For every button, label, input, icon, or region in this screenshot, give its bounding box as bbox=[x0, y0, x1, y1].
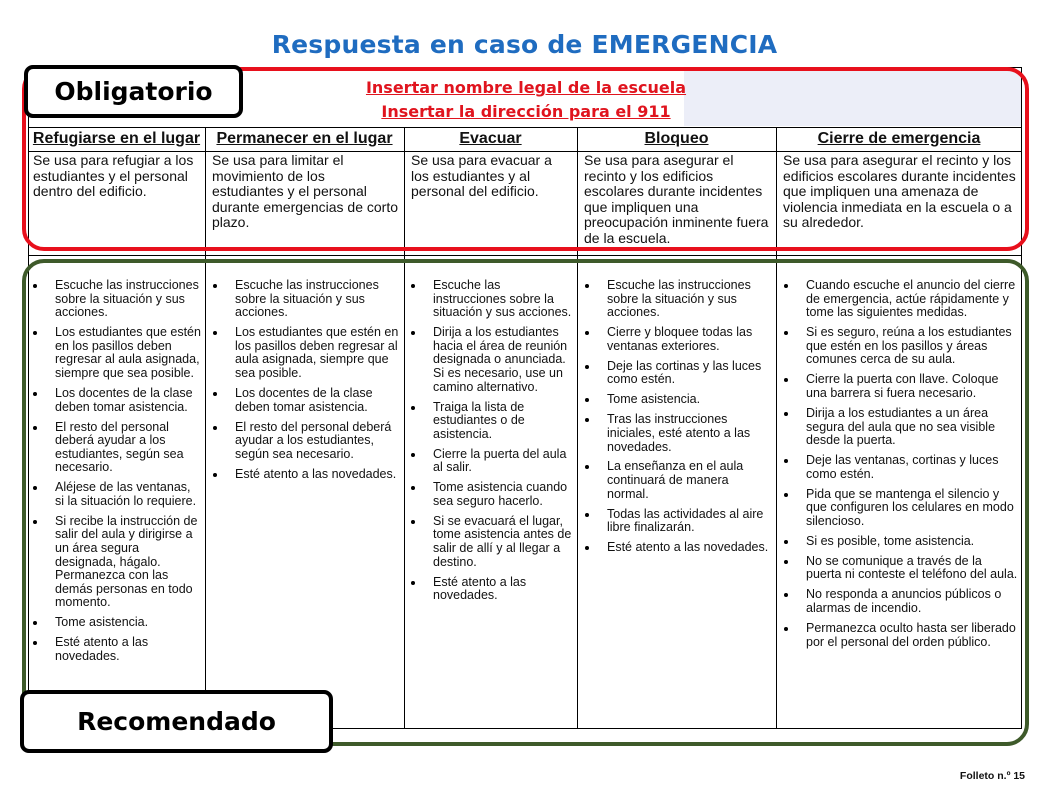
list-item: Deje las cortinas y las luces como estén. bbox=[581, 360, 771, 387]
list-item: El resto del personal deberá ayudar a los estudiantes, según sea necesario. bbox=[209, 421, 399, 462]
list-item: Tome asistencia cuando sea seguro hacerlo. bbox=[407, 481, 573, 508]
list-item: Los docentes de la clase deben tomar asistencia. bbox=[209, 387, 399, 414]
column-heading-secure: Bloqueo bbox=[644, 130, 709, 147]
list-item: Traiga la lista de estudiantes o de asistencia. bbox=[407, 401, 573, 442]
list-item: Esté atento a las novedades. bbox=[407, 576, 573, 603]
column-description-secure: Se usa para asegurar el recinto y los edificios escolares durante incidentes que impliquen una preocupación inminente fuera de la escuela. bbox=[584, 152, 769, 246]
list-item: Los estudiantes que estén en los pasillos deben regresar al aula asignada, siempre que sea posible. bbox=[209, 326, 399, 380]
list-item: Esté atento a las novedades. bbox=[29, 636, 201, 663]
column-heading-lockdown: Cierre de emergencia bbox=[817, 130, 981, 147]
list-item: Cierre y bloquee todas las ventanas exteriores. bbox=[581, 326, 771, 353]
handout-number: Folleto n.º 15 bbox=[959, 770, 1025, 782]
column-description-hold: Se usa para limitar el movimiento de los estudiantes y el personal durante emergencias de corto plazo. bbox=[212, 152, 398, 230]
list-item: Esté atento a las novedades. bbox=[209, 468, 399, 482]
list-item: La enseñanza en el aula continuará de manera normal. bbox=[581, 460, 771, 501]
list-item: Si recibe la instrucción de salir del aula y dirigirse a un área segura designada, hágalo. Permanezca con las demás personas en todo momento. bbox=[29, 515, 201, 610]
list-item: Dirija a los estudiantes hacia el área de reunión designada o anunciada. Si es necesario, use un camino alternativo. bbox=[407, 326, 573, 394]
list-item: Escuche las instrucciones sobre la situación y sus acciones. bbox=[29, 279, 201, 320]
list-item: No se comunique a través de la puerta ni conteste el teléfono del aula. bbox=[780, 555, 1018, 582]
list-item: Escuche las instrucciones sobre la situación y sus acciones. bbox=[407, 279, 573, 320]
list-item: Permanezca oculto hasta ser liberado por el personal del orden público. bbox=[780, 622, 1018, 649]
list-item: Deje las ventanas, cortinas y luces como estén. bbox=[780, 454, 1018, 481]
list-item: Dirija a los estudiantes a un área segura del aula que no sea visible desde la puerta. bbox=[780, 407, 1018, 448]
list-item: Los docentes de la clase deben tomar asistencia. bbox=[29, 387, 201, 414]
list-item: Tras las instrucciones iniciales, esté atento a las novedades. bbox=[581, 413, 771, 454]
column-description-shelter: Se usa para refugiar a los estudiantes y el personal dentro del edificio. bbox=[33, 152, 194, 199]
column-heading-evacuate: Evacuar bbox=[459, 130, 522, 147]
list-item: Cierre la puerta del aula al salir. bbox=[407, 448, 573, 475]
page-title: Respuesta en caso de EMERGENCIA bbox=[271, 30, 778, 59]
list-item: Esté atento a las novedades. bbox=[581, 541, 771, 555]
list-item: No responda a anuncios públicos o alarmas de incendio. bbox=[780, 588, 1018, 615]
list-item: Todas las actividades al aire libre finalizarán. bbox=[581, 508, 771, 535]
list-item: El resto del personal deberá ayudar a los estudiantes, según sea necesario. bbox=[29, 421, 201, 475]
section-divider bbox=[28, 255, 1022, 256]
column-description-lockdown: Se usa para asegurar el recinto y los edificios escolares durante incidentes que impliquen una amenaza de violencia inmediata en la escuela o a su alrededor. bbox=[783, 152, 1016, 230]
list-item: Aléjese de las ventanas, si la situación lo requiere. bbox=[29, 481, 201, 508]
list-item: Tome asistencia. bbox=[29, 616, 201, 630]
column-heading-shelter: Refugiarse en el lugar bbox=[32, 130, 201, 147]
recommended-label: Recomendado bbox=[20, 690, 333, 753]
list-item: Escuche las instrucciones sobre la situación y sus acciones. bbox=[209, 279, 399, 320]
list-item: Escuche las instrucciones sobre la situación y sus acciones. bbox=[581, 279, 771, 320]
list-item: Si es seguro, reúna a los estudiantes que estén en los pasillos y áreas comunes cerca de su aula. bbox=[780, 326, 1018, 367]
recommended-section-frame bbox=[22, 259, 1029, 746]
list-item: Tome asistencia. bbox=[581, 393, 771, 407]
list-item: Cierre la puerta con llave. Coloque una barrera si fuera necesario. bbox=[780, 373, 1018, 400]
column-heading-hold: Permanecer en el lugar bbox=[216, 130, 393, 147]
column-description-evacuate: Se usa para evacuar a los estudiantes y al personal del edificio. bbox=[411, 152, 552, 199]
school-name-placeholder: Insertar nombre legal de la escuela bbox=[365, 78, 687, 97]
list-item: Pida que se mantenga el silencio y que configuren los celulares en modo silencioso. bbox=[780, 488, 1018, 529]
list-item: Si se evacuará el lugar, tome asistencia antes de salir de allí y al llegar a destino. bbox=[407, 515, 573, 569]
list-item: Si es posible, tome asistencia. bbox=[780, 535, 1018, 549]
school-address-placeholder: Insertar la dirección para el 911 bbox=[381, 102, 671, 121]
list-item: Cuando escuche el anuncio del cierre de emergencia, actúe rápidamente y tome las siguientes medidas. bbox=[780, 279, 1018, 320]
mandatory-label: Obligatorio bbox=[24, 65, 243, 118]
list-item: Los estudiantes que estén en los pasillos deben regresar al aula asignada, siempre que sea posible. bbox=[29, 326, 201, 380]
